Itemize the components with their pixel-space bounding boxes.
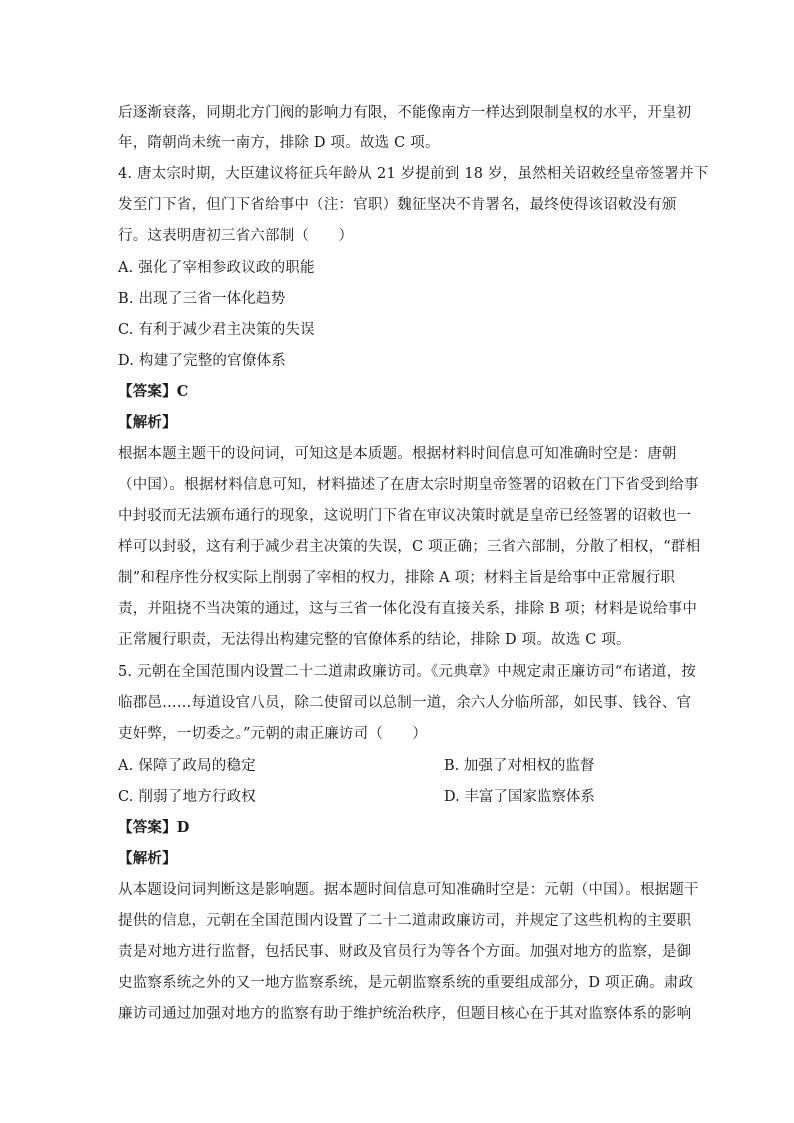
q5-option-a: A. 保障了政局的稳定 xyxy=(118,758,256,774)
q4-stem-line-2: 发至门下省，但门下省给事中（注：官职）魏征坚决不肯署名，最终使得该诏敕没有颁 xyxy=(118,197,677,213)
q4-analysis-line-2: （中国）。根据材料信息可知，材料描述了在唐太宗时期皇帝签署的诏敕在门下省受到给事 xyxy=(118,477,699,493)
q5-analysis-label: 【解析】 xyxy=(118,850,177,867)
q4-analysis-label: 【解析】 xyxy=(118,414,177,431)
q5-analysis-line-1: 从本题设问词判断这是影响题。据本题时间信息可知准确时空是：元朝（中国）。根据题干 xyxy=(118,882,699,898)
continuation-line-2: 年，隋朝尚未统一南方，排除 D 项。故选 C 项。 xyxy=(118,135,440,151)
q4-option-d: D. 构建了完整的官僚体系 xyxy=(118,353,286,369)
q5-analysis-line-4: 史监察系统之外的又一地方监察系统，是元朝监察系统的重要组成部分，D 项正确。肃政 xyxy=(118,975,694,991)
q5-option-b: B. 加强了对相权的监督 xyxy=(444,758,595,774)
q4-option-b: B. 出现了三省一体化趋势 xyxy=(118,291,286,307)
q4-answer: 【答案】C xyxy=(118,383,189,400)
q4-analysis-line-5: 制”和程序性分权实际上削弱了宰相的权力，排除 A 项；材料主旨是给事中正常履行职 xyxy=(118,570,676,586)
continuation-line-1: 后逐渐衰落，同期北方门阀的影响力有限，不能像南方一样达到限制皇权的水平，开皇初 xyxy=(118,105,692,121)
q4-option-c: C. 有利于减少君主决策的失误 xyxy=(118,322,315,338)
q4-stem-line-1: 4. 唐太宗时期，大臣建议将征兵年龄从 21 岁提前到 18 岁，虽然相关诏敕经皇帝签署并下 xyxy=(118,166,709,182)
q5-analysis-line-3: 责是对地方进行监督，包括民事、财政及官员行为等各个方面。加强对地方的监察，是御 xyxy=(118,944,692,960)
q4-analysis-line-6: 责，并阻挠不当决策的通过，这与三省一体化没有直接关系，排除 B 项；材料是说给事中 xyxy=(118,601,698,617)
q5-stem-line-3: 吏奸弊，一切委之。”元朝的肃正廉访司（ ） xyxy=(118,726,428,742)
q4-analysis-line-7: 正常履行职责，无法得出构建完整的官僚体系的结论，排除 D 项。故选 C 项。 xyxy=(118,632,631,648)
q5-option-c: C. 削弱了地方行政权 xyxy=(118,789,256,805)
q4-analysis-line-3: 中封驳而无法颁布通行的现象，这说明门下省在审议决策时就是皇帝已经签署的诏敕也一 xyxy=(118,508,692,524)
q5-option-d: D. 丰富了国家监察体系 xyxy=(444,789,595,805)
q4-analysis-line-1: 根据本题主题干的设问词，可知这是本质题。根据材料时间信息可知准确时空是：唐朝 xyxy=(118,446,677,462)
q5-analysis-line-2: 提供的信息，元朝在全国范围内设置了二十二道肃政廉访司，并规定了这些机构的主要职 xyxy=(118,913,692,929)
q4-analysis-line-4: 样可以封驳，这有利于减少君主决策的失误，C 项正确；三省六部制，分散了相权，“群相 xyxy=(118,539,701,555)
q5-stem-line-2: 临郡邑……每道设官八员，除二使留司以总制一道，余六人分临所部，如民事、钱谷、官 xyxy=(118,695,692,711)
q5-answer: 【答案】D xyxy=(118,819,190,836)
q4-option-a: A. 强化了宰相参政议政的职能 xyxy=(118,260,315,276)
q4-stem-line-3: 行。这表明唐初三省六部制（ ） xyxy=(118,228,354,244)
q5-analysis-line-5: 廉访司通过加强对地方的监察有助于维护统治秩序，但题目核心在于其对监察体系的影响 xyxy=(118,1006,692,1022)
q5-stem-line-1: 5. 元朝在全国范围内设置二十二道肃政廉访司。《元典章》中规定肃正廉访司“布诸道，按 xyxy=(118,664,697,680)
